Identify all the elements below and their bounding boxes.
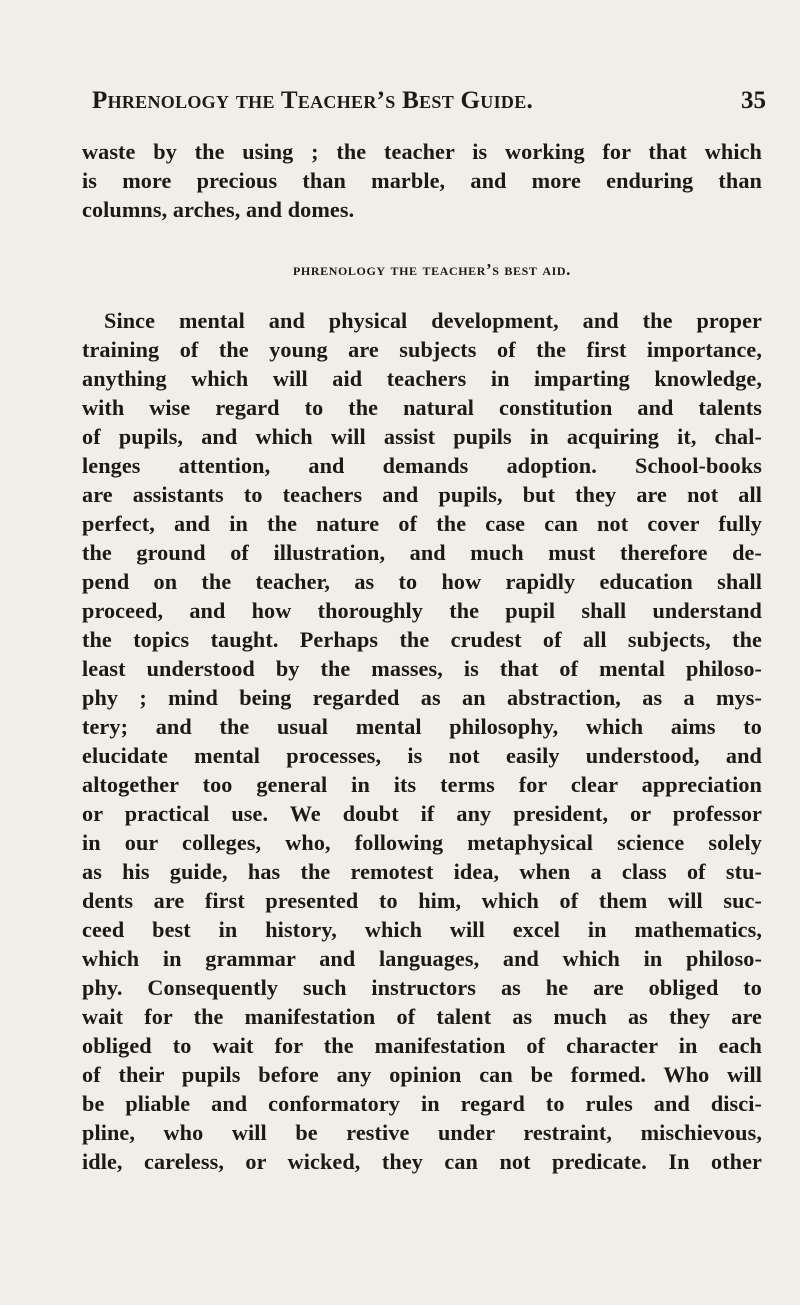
- text-line: of their pupils before any opinion can be formed. Who will: [82, 1062, 762, 1087]
- text-line: least understood by the masses, is that of mental philoso-: [82, 656, 762, 681]
- text-line: of pupils, and which will assist pupils in acquiring it, chal-: [82, 424, 762, 449]
- text-line: pline, who will be restive under restraint, mischievous,: [82, 1120, 762, 1145]
- text-line: proceed, and how thoroughly the pupil shall understand: [82, 598, 762, 623]
- text-line: ceed best in history, which will excel in mathematics,: [82, 917, 762, 942]
- text-line: the ground of illustration, and much must therefore de-: [82, 540, 762, 565]
- text-line: waste by the using ; the teacher is working for that which: [82, 139, 762, 164]
- text-line: tery; and the usual mental philosophy, which aims to: [82, 714, 762, 739]
- text-line: or practical use. We doubt if any president, or professor: [82, 801, 762, 826]
- text-line: columns, arches, and domes.: [82, 197, 355, 222]
- text-line: the topics taught. Perhaps the crudest of all subjects, the: [82, 627, 762, 652]
- running-title: Phrenology the Teacher’s Best Guide.: [92, 87, 534, 114]
- text-line: training of the young are subjects of the first importance,: [82, 337, 762, 362]
- text-line: elucidate mental processes, is not easily understood, and: [82, 743, 762, 768]
- text-line: obliged to wait for the manifestation of character in each: [82, 1033, 762, 1058]
- text-line: are assistants to teachers and pupils, but they are not all: [82, 482, 762, 507]
- text-line: phy ; mind being regarded as an abstraction, as a mys-: [82, 685, 762, 710]
- text-line: wait for the manifestation of talent as much as they are: [82, 1004, 762, 1029]
- section-heading: phrenology the teacher’s best aid.: [292, 260, 572, 279]
- text-line: altogether too general in its terms for clear appreciation: [82, 772, 762, 797]
- text-line: is more precious than marble, and more enduring than: [82, 168, 762, 193]
- text-line: Since mental and physical development, and the proper: [104, 308, 762, 333]
- text-line: pend on the teacher, as to how rapidly education shall: [82, 569, 762, 594]
- text-line: be pliable and conformatory in regard to rules and disci-: [82, 1091, 762, 1116]
- text-line: with wise regard to the natural constitution and talents: [82, 395, 762, 420]
- text-line: as his guide, has the remotest idea, when a class of stu-: [82, 859, 762, 884]
- running-head: [92, 86, 772, 122]
- text-line: anything which will aid teachers in imparting knowledge,: [82, 366, 762, 391]
- text-line: dents are first presented to him, which of them will suc-: [82, 888, 762, 913]
- page-number: 35: [741, 87, 766, 114]
- text-line: idle, careless, or wicked, they can not predicate. In other: [82, 1149, 762, 1174]
- text-line: which in grammar and languages, and which in philoso-: [82, 946, 762, 971]
- text-line: in our colleges, who, following metaphysical science solely: [82, 830, 762, 855]
- text-line: phy. Consequently such instructors as he are obliged to: [82, 975, 762, 1000]
- text-line: perfect, and in the nature of the case can not cover fully: [82, 511, 762, 536]
- text-line: lenges attention, and demands adoption. School-books: [82, 453, 762, 478]
